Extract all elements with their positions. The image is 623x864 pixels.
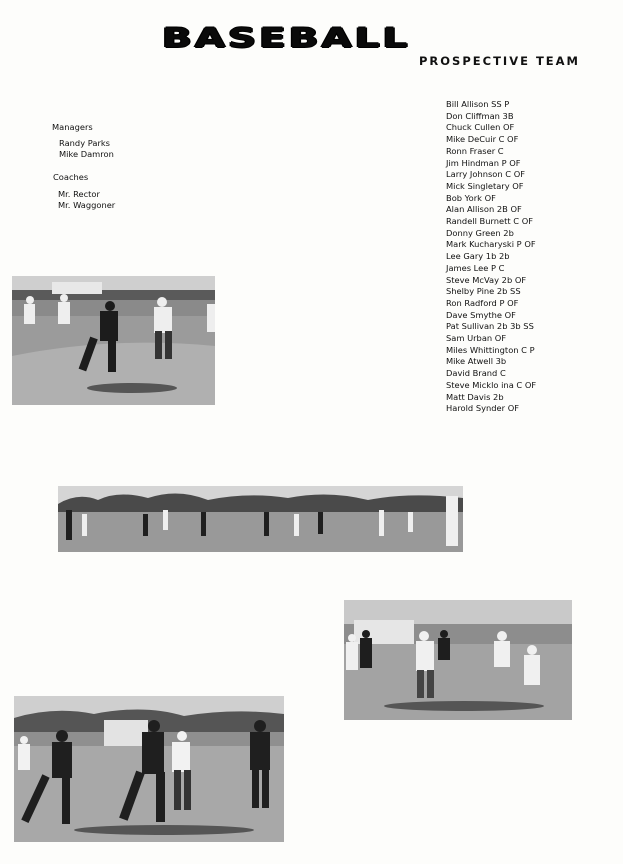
roster-item: Chuck Cullen OF: [446, 122, 515, 133]
practice-photo-4: [14, 696, 284, 842]
page-subtitle: PROSPECTIVE TEAM: [419, 54, 580, 68]
practice-photo-3: [344, 600, 572, 720]
roster-item: Sam Urban OF: [446, 333, 507, 344]
practice-photo-1: [12, 276, 215, 405]
roster-item: Steve Micklo ina C OF: [446, 379, 537, 390]
roster-item: Mike Atwell 3b: [446, 356, 507, 367]
roster-item: Mark Kucharyski P OF: [446, 239, 536, 250]
coach-name: Mr. Waggoner: [58, 200, 116, 210]
coaches-heading: Coaches: [53, 172, 89, 182]
roster-item: Pat Sullivan 2b 3b SS: [446, 321, 534, 332]
roster-item: Miles Whittington C P: [446, 344, 535, 355]
roster-item: Larry Johnson C OF: [446, 169, 525, 180]
roster-item: Ronn Fraser C: [446, 145, 504, 156]
roster-item: Mick Singletary OF: [446, 180, 524, 191]
roster-item: James Lee P C: [446, 262, 505, 273]
roster-item: Matt Davis 2b: [446, 391, 504, 402]
coach-name: Mr. Rector: [58, 188, 100, 199]
roster-item: Randell Burnett C OF: [446, 216, 533, 227]
page-title: BASEBALL: [162, 23, 411, 54]
practice-photo-2: [58, 486, 463, 552]
manager-name: Randy Parks: [59, 137, 110, 148]
roster-list: [446, 99, 536, 415]
managers-heading: Managers: [52, 122, 93, 132]
roster-item: Bob York OF: [446, 192, 496, 203]
managers-block: [52, 122, 114, 161]
roster-item: David Brand C: [446, 368, 506, 379]
coaches-block: [53, 172, 115, 212]
roster-item: Ron Radford P OF: [446, 297, 519, 308]
roster-item: Don Cliffman 3B: [446, 110, 514, 121]
roster-item: Steve McVay 2b OF: [446, 274, 527, 285]
roster-item: Donny Green 2b: [446, 227, 514, 238]
roster-item: Alan Allison 2B OF: [446, 204, 522, 215]
roster-item: Jim Hindman P OF: [446, 157, 521, 168]
roster-item: Mike DeCuir C OF: [446, 134, 519, 145]
roster-item: Bill Allison SS P: [446, 99, 510, 109]
roster-item: Lee Gary 1b 2b: [446, 251, 510, 262]
manager-name: Mike Damron: [59, 149, 114, 159]
roster-item: Harold Synder OF: [446, 403, 519, 414]
roster-item: Dave Smythe OF: [446, 309, 516, 320]
roster-item: Shelby Pine 2b SS: [446, 286, 521, 297]
